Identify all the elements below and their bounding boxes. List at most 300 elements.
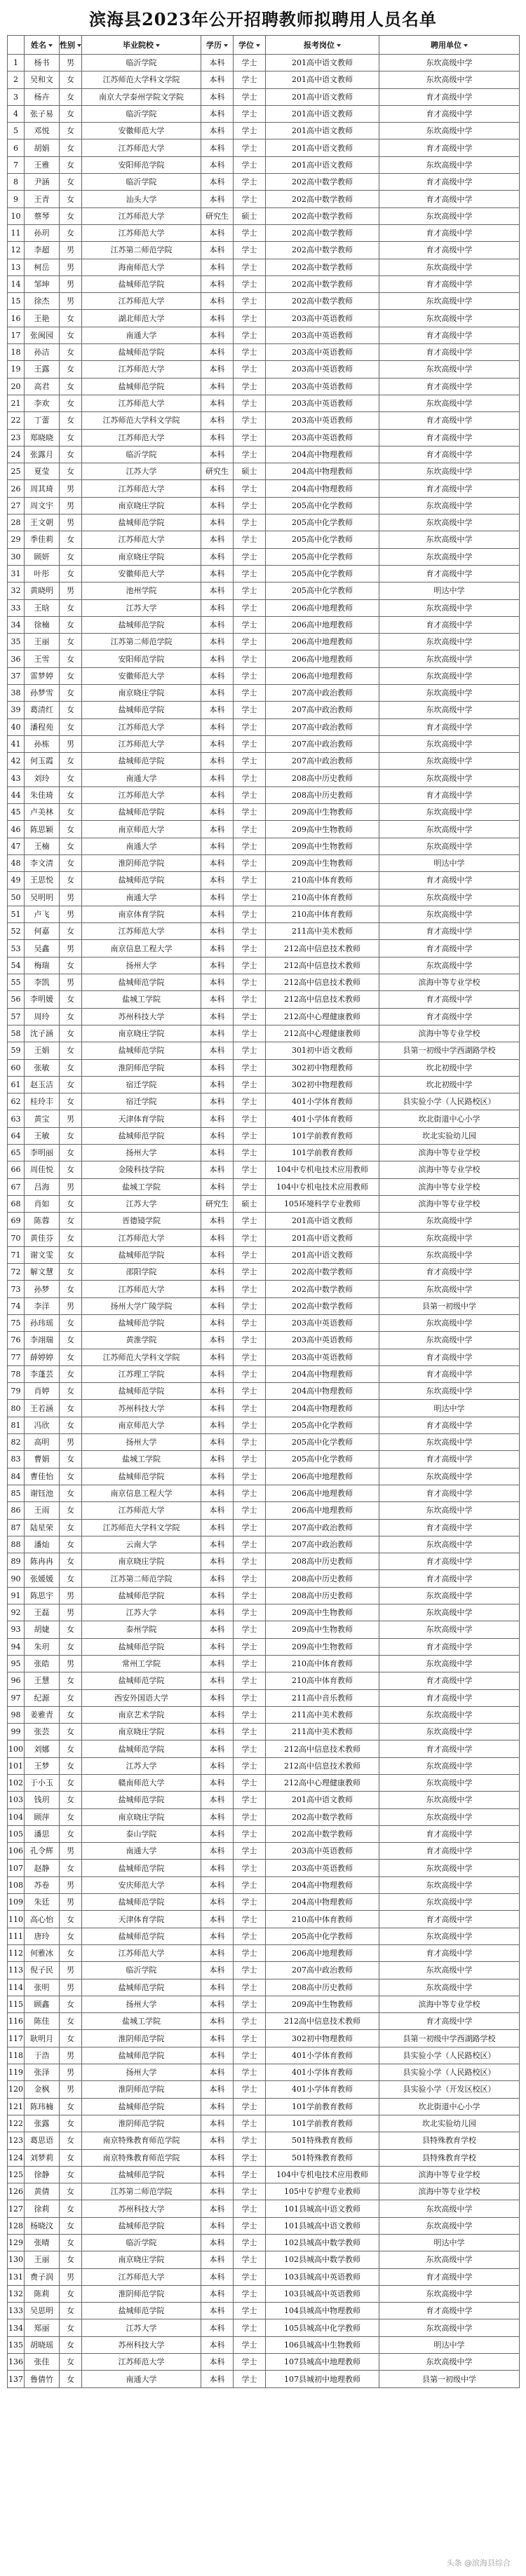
applied-position: 207高中政治教师 [266,1536,379,1553]
applied-position: 205高中化学教师 [266,565,379,582]
employer-unit: 坎北实验幼儿园 [379,2115,520,2132]
employer-unit: 育才高级中学 [379,923,520,940]
table-row [8,1655,520,1672]
employer-unit: 育才高级中学 [379,1570,520,1587]
gender: 女 [60,463,82,480]
gender: 女 [60,548,82,565]
education: 本科 [201,1332,234,1349]
employer-unit: 育才高级中学 [379,1740,520,1757]
row-index: 7 [8,156,25,173]
table-row [8,2235,520,2251]
graduate-school: 扬州大学 [82,1145,201,1161]
table-row [8,242,520,259]
gender: 女 [60,2336,82,2353]
graduate-school: 盐城师范学院 [82,1894,201,1911]
degree: 学士 [234,327,266,343]
person-name: 吴明明 [25,889,60,906]
applied-position: 201高中语文教师 [266,88,379,105]
gender: 女 [60,991,82,1008]
applied-position: 201高中语文教师 [266,1229,379,1246]
graduate-school: 江苏师范大学 [82,1944,201,1961]
table-row [8,565,520,582]
graduate-school: 临沂学院 [82,2235,201,2251]
filter-dropdown-icon[interactable] [77,44,81,47]
row-index: 36 [8,650,25,667]
graduate-school: 盐城师范学院 [82,1792,201,1808]
education: 本科 [201,1774,234,1791]
education: 本科 [201,1962,234,1979]
education: 本科 [201,991,234,1008]
degree: 学士 [234,1400,266,1417]
degree: 学士 [234,2132,266,2149]
person-name: 李明丽 [25,1145,60,1161]
table-row [8,395,520,411]
table-row [8,2336,520,2353]
education: 本科 [201,1979,234,1996]
person-name: 王娟 [25,1042,60,1059]
graduate-school: 南通大学 [82,327,201,343]
degree: 学士 [234,1145,266,1161]
row-index: 12 [8,242,25,259]
applied-position: 104县城高中物理教师 [266,2303,379,2319]
filter-dropdown-icon[interactable] [256,44,260,47]
employer-unit: 东坎高级中学 [379,1536,520,1553]
education: 本科 [201,446,234,463]
table-row [8,1383,520,1400]
degree: 学士 [234,1808,266,1825]
col-header-education[interactable]: 学历 [201,36,234,55]
person-name: 朱佳琦 [25,786,60,803]
graduate-school: 江苏师范大学 [82,923,201,940]
table-row [8,531,520,548]
person-name: 陈冉冉 [25,1553,60,1570]
col-header-employer[interactable]: 聘用单位 [379,36,520,55]
gender: 女 [60,1145,82,1161]
graduate-school: 安庆师范大学 [82,1876,201,1893]
applied-position: 203高中英语教师 [266,361,379,378]
gender: 女 [60,854,82,871]
degree: 学士 [234,1689,266,1706]
degree: 学士 [234,1042,266,1059]
table-row [8,1536,520,1553]
row-index: 114 [8,1979,25,1996]
employer-unit: 东坎高级中学 [379,1587,520,1604]
education: 本科 [201,1536,234,1553]
table-row [8,1110,520,1127]
employer-unit: 坎北实验幼儿园 [379,1127,520,1144]
gender: 男 [60,1962,82,1979]
applied-position: 202高中数学教师 [266,259,379,275]
degree: 学士 [234,1025,266,1042]
degree: 学士 [234,1161,266,1178]
degree: 硕士 [234,463,266,480]
person-name: 顾萍 [25,1808,60,1825]
page-title: 滨海县2023年公开招聘教师拟聘用人员名单 [89,9,437,29]
employer-unit: 育才高级中学 [379,1944,520,1961]
gender: 女 [60,2319,82,2336]
employer-unit: 东坎高级中学 [379,548,520,565]
education: 本科 [201,1843,234,1860]
education: 本科 [201,634,234,650]
applied-position: 202高中数学教师 [266,191,379,207]
person-name: 梅瑞 [25,957,60,974]
person-name: 周玲 [25,1008,60,1025]
degree: 学士 [234,684,266,701]
gender: 男 [60,940,82,957]
graduate-school: 盐城师范学院 [82,1860,201,1876]
row-index: 88 [8,1536,25,1553]
graduate-school: 盐城师范学院 [82,1314,201,1331]
applied-position: 202高中数学教师 [266,1808,379,1825]
degree: 学士 [234,1008,266,1025]
applied-position: 204高中物理教师 [266,480,379,497]
person-name: 陆星荣 [25,1519,60,1536]
degree: 学士 [234,1894,266,1911]
applied-position: 212高中信息技术教师 [266,1757,379,1774]
table-row [8,1843,520,1860]
applied-position: 206高中地理教师 [266,1468,379,1485]
filter-dropdown-icon[interactable] [337,44,341,47]
graduate-school: 江苏师范大学 [82,480,201,497]
applied-position: 205高中化学教师 [266,1434,379,1451]
gender: 女 [60,1672,82,1689]
col-header-degree[interactable]: 学位 [234,36,266,55]
graduate-school: 江苏师范大学 [82,786,201,803]
applied-position: 212高中心理健康教师 [266,1774,379,1791]
employer-unit: 育才高级中学 [379,191,520,207]
row-index: 105 [8,1825,25,1842]
education: 本科 [201,2268,234,2285]
person-name: 吴思明 [25,2303,60,2319]
graduate-school: 宿迁学院 [82,1076,201,1093]
row-index: 122 [8,2115,25,2132]
employer-unit: 东坎高级中学 [379,1979,520,1996]
person-name: 周佳悦 [25,1161,60,1178]
employer-unit: 东坎高级中学 [379,2217,520,2234]
gender: 女 [60,667,82,684]
gender: 男 [60,1178,82,1195]
education: 本科 [201,2013,234,2030]
degree: 学士 [234,1314,266,1331]
applied-position: 205高中化学教师 [266,582,379,599]
person-name: 陈玮楠 [25,2098,60,2115]
degree: 学士 [234,2319,266,2336]
applied-position: 101县城高中语文教师 [266,2200,379,2217]
degree: 学士 [234,1672,266,1689]
education: 本科 [201,735,234,752]
row-index: 106 [8,1843,25,1860]
person-name: 周其琦 [25,480,60,497]
degree: 学士 [234,1911,266,1928]
filter-dropdown-icon[interactable] [48,44,53,47]
degree: 硕士 [234,207,266,224]
applied-position: 208高中历史教师 [266,786,379,803]
education: 本科 [201,1655,234,1672]
degree: 学士 [234,1519,266,1536]
education: 本科 [201,1281,234,1297]
degree: 学士 [234,1383,266,1400]
gender: 男 [60,2064,82,2081]
degree: 学士 [234,174,266,191]
degree: 学士 [234,582,266,599]
employer-unit: 育才高级中学 [379,786,520,803]
row-index: 22 [8,412,25,429]
table-row [8,275,520,292]
person-name: 张露 [25,2115,60,2132]
education: 本科 [201,1093,234,1110]
gender: 女 [60,616,82,633]
graduate-school: 淮阴师范学院 [82,2081,201,2098]
applied-position: 206高中地理教师 [266,616,379,633]
education: 本科 [201,2183,234,2200]
row-index: 76 [8,1332,25,1349]
table-row [8,786,520,803]
education: 本科 [201,684,234,701]
graduate-school: 南京晓庄学院 [82,1025,201,1042]
education: 本科 [201,1604,234,1621]
person-name: 季佳莉 [25,531,60,548]
education: 本科 [201,1161,234,1178]
graduate-school: 泰州学院 [82,1621,201,1638]
graduate-school: 西安外国语大学 [82,1689,201,1706]
gender: 女 [60,599,82,616]
applied-position: 202高中数学教师 [266,242,379,259]
row-index: 35 [8,634,25,650]
person-name: 张泽 [25,2064,60,2081]
employer-unit: 坎北街道中心小学 [379,1110,520,1127]
row-index: 118 [8,2047,25,2064]
row-index: 21 [8,395,25,411]
education: 本科 [201,2371,234,2387]
degree: 学士 [234,361,266,378]
person-name: 于小玉 [25,1774,60,1791]
degree: 学士 [234,872,266,889]
person-name: 冯欣 [25,1417,60,1433]
education: 本科 [201,1485,234,1501]
gender: 女 [60,2115,82,2132]
employer-unit: 东坎高级中学 [379,1876,520,1893]
education: 本科 [201,293,234,310]
applied-position: 209高中生物教师 [266,1621,379,1638]
education: 本科 [201,174,234,191]
table-row [8,2285,520,2302]
education: 本科 [201,2217,234,2234]
applied-position: 206高中地理教师 [266,1485,379,1501]
table-row [8,1894,520,1911]
education: 本科 [201,906,234,922]
degree: 学士 [234,786,266,803]
table-row [8,582,520,599]
employer-unit: 育才高级中学 [379,1638,520,1655]
employer-unit: 东坎高级中学 [379,634,520,650]
table-row [8,224,520,241]
applied-position: 210高中体育教师 [266,1672,379,1689]
person-name: 纪源 [25,1689,60,1706]
row-index: 20 [8,378,25,395]
applied-position: 206高中地理教师 [266,1502,379,1519]
degree: 学士 [234,1621,266,1638]
graduate-school: 扬州大学 [82,2064,201,2081]
gender: 女 [60,446,82,463]
person-name: 张芸 [25,1724,60,1740]
education: 本科 [201,1570,234,1587]
table-row [8,991,520,1008]
degree: 学士 [234,821,266,838]
degree: 学士 [234,702,266,718]
applied-position: 207高中政治教师 [266,718,379,735]
row-index: 56 [8,991,25,1008]
applied-position: 501特殊教育教师 [266,2149,379,2166]
row-index: 59 [8,1042,25,1059]
filter-dropdown-icon[interactable] [156,44,160,47]
table-row [8,1178,520,1195]
employer-unit: 东坎高级中学 [379,1281,520,1297]
row-index: 50 [8,889,25,906]
gender: 男 [60,514,82,531]
gender: 女 [60,1451,82,1468]
col-header-gender[interactable]: 性别 [60,36,82,55]
gender: 女 [60,1025,82,1042]
filter-dropdown-icon[interactable] [464,44,468,47]
table-row [8,1451,520,1468]
graduate-school: 江苏师范大学 [82,429,201,446]
degree: 学士 [234,1996,266,2012]
employer-unit: 滨海中等专业学校 [379,974,520,991]
applied-position: 202高中数学教师 [266,275,379,292]
table-row [8,2166,520,2183]
employer-unit: 东坎高级中学 [379,1860,520,1876]
row-index: 97 [8,1689,25,1706]
person-name: 肖婷 [25,1383,60,1400]
gender: 女 [60,429,82,446]
gender: 男 [60,974,82,991]
gender: 男 [60,1655,82,1672]
gender: 男 [60,1604,82,1621]
graduate-school: 淮阴师范学院 [82,2285,201,2302]
table-row [8,156,520,173]
degree: 硕士 [234,1195,266,1212]
gender: 女 [60,1229,82,1246]
employer-unit: 东坎高级中学 [379,1213,520,1229]
graduate-school: 江苏第二师范学院 [82,2183,201,2200]
employer-unit: 育才高级中学 [379,2303,520,2319]
employer-unit: 东坎高级中学 [379,1706,520,1723]
degree: 学士 [234,2064,266,2081]
table-row [8,718,520,735]
row-index: 64 [8,1127,25,1144]
degree: 学士 [234,156,266,173]
table-row [8,514,520,531]
education: 本科 [201,2081,234,2098]
graduate-school: 盐城师范学院 [82,378,201,395]
degree: 学士 [234,1860,266,1876]
applied-position: 210高中体育教师 [266,1655,379,1672]
person-name: 刘梦莉 [25,2149,60,2166]
degree: 学士 [234,1417,266,1433]
graduate-school: 云南大学 [82,1536,201,1553]
row-index: 79 [8,1383,25,1400]
employer-unit: 县实验小学（人民路校区） [379,2047,520,2064]
education: 本科 [201,1383,234,1400]
graduate-school: 安阳师范学院 [82,650,201,667]
person-name: 刘娜 [25,1740,60,1757]
education: 本科 [201,1059,234,1076]
col-header-position[interactable]: 报考岗位 [266,36,379,55]
graduate-school: 江苏师范大学 [82,224,201,241]
degree: 学士 [234,412,266,429]
table-row [8,259,520,275]
graduate-school: 安徽师范大学 [82,565,201,582]
education: 研究生 [201,1195,234,1212]
graduate-school: 苏州科技大学 [82,2200,201,2217]
education: 本科 [201,582,234,599]
person-name: 郑丽 [25,2319,60,2336]
table-row [8,1332,520,1349]
gender: 女 [60,1059,82,1076]
employer-unit: 东坎高级中学 [379,1383,520,1400]
gender: 女 [60,1127,82,1144]
row-index: 69 [8,1213,25,1229]
applied-position: 205高中化学教师 [266,1451,379,1468]
graduate-school: 江苏师范大学 [82,1281,201,1297]
gender: 女 [60,224,82,241]
person-name: 孙栋 [25,735,60,752]
employer-unit: 育才高级中学 [379,872,520,889]
graduate-school: 盐城师范学院 [82,2217,201,2234]
applied-position: 211高中美术教师 [266,923,379,940]
table-row [8,1297,520,1314]
employer-unit: 县实验小学（人民路校区） [379,2064,520,2081]
employer-unit: 育才高级中学 [379,1349,520,1365]
applied-position: 210高中体育教师 [266,906,379,922]
applied-position: 208高中历史教师 [266,1587,379,1604]
education: 本科 [201,2303,234,2319]
degree: 学士 [234,1928,266,1944]
gender: 女 [60,1724,82,1740]
col-header-school[interactable]: 毕业院校 [82,36,201,55]
row-index: 45 [8,804,25,821]
graduate-school: 晋德镜学院 [82,1213,201,1229]
table-row [8,2098,520,2115]
table-row [8,2354,520,2371]
table-row [8,191,520,207]
row-index: 17 [8,327,25,343]
education: 本科 [201,275,234,292]
employer-unit: 东坎高级中学 [379,123,520,139]
applied-position: 206高中地理教师 [266,599,379,616]
applied-position: 203高中英语教师 [266,378,379,395]
graduate-school: 盐城师范学院 [82,1672,201,1689]
table-row [8,1962,520,1979]
row-index: 61 [8,1076,25,1093]
degree: 学士 [234,71,266,88]
applied-position: 201高中语文教师 [266,1213,379,1229]
graduate-school: 江苏师范大学 [82,293,201,310]
gender: 男 [60,242,82,259]
degree: 学士 [234,242,266,259]
employer-unit: 东坎高级中学 [379,1792,520,1808]
table-row [8,2149,520,2166]
applied-position: 212高中信息技术教师 [266,991,379,1008]
education: 本科 [201,1076,234,1093]
graduate-school: 南京晓庄学院 [82,1553,201,1570]
row-index: 67 [8,1178,25,1195]
person-name: 高心怡 [25,1911,60,1928]
degree: 学士 [234,957,266,974]
row-index: 55 [8,974,25,991]
filter-dropdown-icon[interactable] [224,44,228,47]
col-header-name[interactable]: 姓名 [25,36,60,55]
